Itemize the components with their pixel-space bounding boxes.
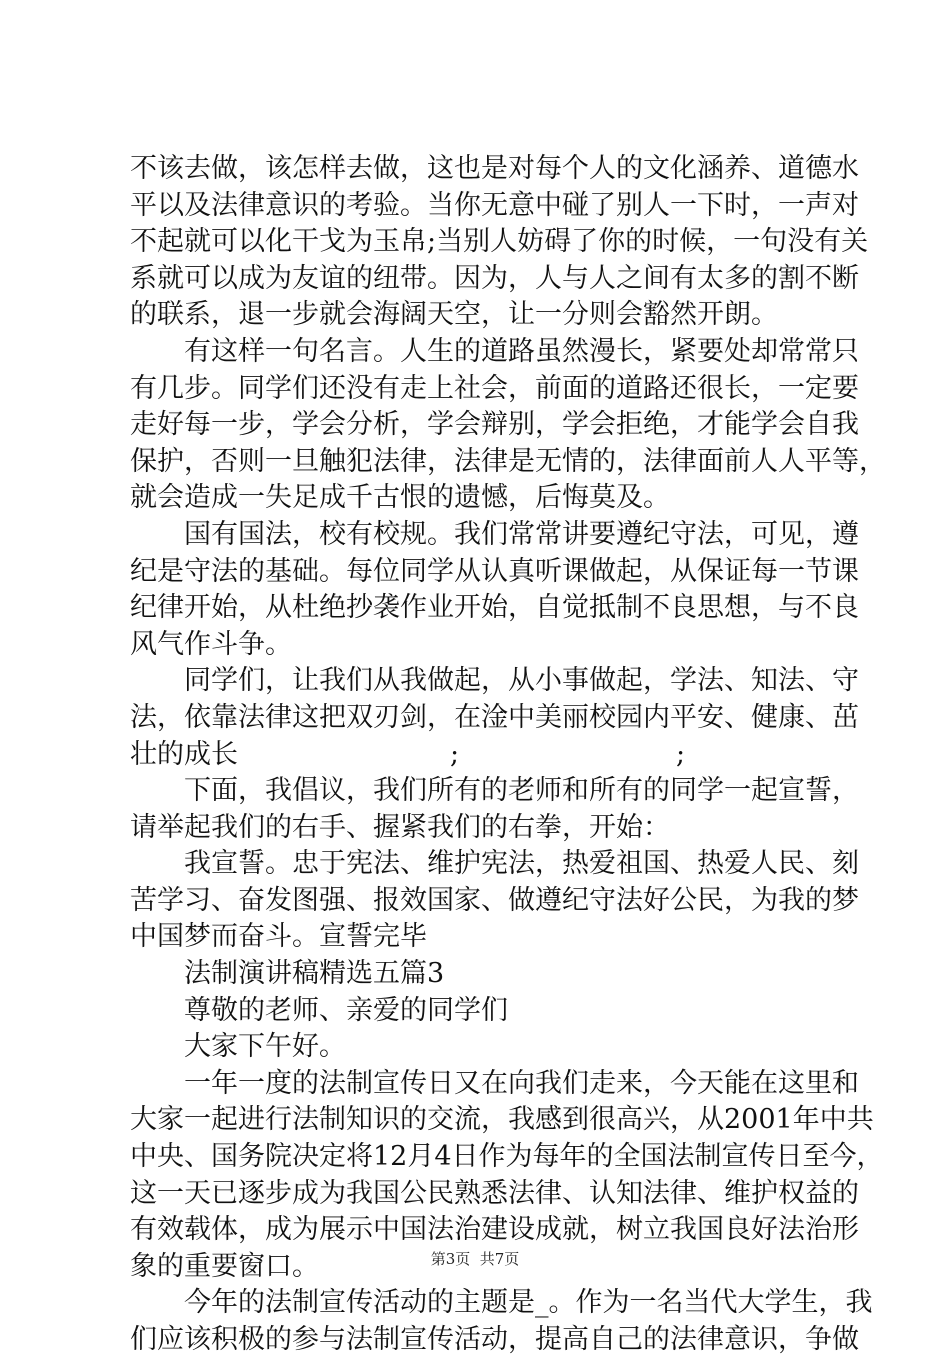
paragraph-first-line: 国有国法，校有校规。我们常常讲要遵纪守法，可见，遵 <box>184 518 859 550</box>
document-body <box>130 151 886 1359</box>
text-line: 象的重要窗口。 <box>130 1250 319 1282</box>
paragraph-first-line: 今年的法制宣传活动的主题是_。作为一名当代大学生，我 <box>184 1287 873 1319</box>
text-line: 不起就可以化干戈为玉帛;当别人妨碍了你的时候，一句没有关 <box>130 226 869 258</box>
paragraph-first-line: 有这样一句名言。人生的道路虽然漫长，紧要处却常常只 <box>184 335 859 367</box>
page-footer <box>0 1248 950 1269</box>
text-line: 系就可以成为友谊的纽带。因为，人与人之间有太多的割不断 <box>130 262 859 294</box>
section-title: 法制演讲稿精选五篇3 <box>184 958 445 990</box>
text-line: 中国梦而奋斗。宣誓完毕 <box>130 921 427 953</box>
salutation: 尊敬的老师、亲爱的同学们 <box>184 994 508 1026</box>
text-line: 大家一起进行法制知识的交流，我感到很高兴，从2001年中共 <box>130 1104 874 1136</box>
text-line: 不该去做，该怎样去做，这也是对每个人的文化涵养、道德水 <box>130 153 859 184</box>
text-line: 风气作斗争。 <box>130 628 292 660</box>
text-line: 法，依靠法律这把双刃剑，在淦中美丽校园内平安、健康、茁 <box>130 701 859 733</box>
semicolon-mark: ; <box>450 738 460 770</box>
text-line: 中央、国务院决定将12月4日作为每年的全国法制宣传日至今， <box>130 1141 884 1173</box>
semicolon-mark: ; <box>676 738 686 770</box>
text-line: 有几步。同学们还没有走上社会，前面的道路还很长，一定要 <box>130 372 859 404</box>
paragraph-first-line: 一年一度的法制宣传日又在向我们走来，今天能在这里和 <box>184 1067 859 1099</box>
text-fragment: 壮的成长 <box>130 738 238 770</box>
text-line: 的联系，退一步就会海阔天空，让一分则会豁然开朗。 <box>130 299 778 331</box>
greeting: 大家下午好。 <box>184 1031 346 1063</box>
text-line: 纪是守法的基础。每位同学从认真听课做起，从保证每一节课 <box>130 555 859 587</box>
text-line: 们应该积极的参与法制宣传活动，提高自己的法律意识，争做 <box>130 1324 859 1355</box>
text-line: 纪律开始，从杜绝抄袭作业开始，自觉抵制不良思想，与不良 <box>130 592 859 624</box>
text-line: 请举起我们的右手、握紧我们的右拳，开始： <box>130 811 670 843</box>
text-line: 苦学习、奋发图强、报效国家、做遵纪守法好公民，为我的梦 <box>130 884 859 916</box>
paragraph-first-line: 我宣誓。忠于宪法、维护宪法，热爱祖国、热爱人民、刻 <box>184 848 859 880</box>
paragraph-first-line: 下面，我倡议，我们所有的老师和所有的同学一起宣誓， <box>184 775 859 807</box>
text-line: 就会造成一失足成千古恨的遗憾，后悔莫及。 <box>130 482 670 514</box>
text-line: 走好每一步，学会分析，学会辩别，学会拒绝，才能学会自我 <box>130 409 859 441</box>
text-line-with-marks <box>130 737 830 774</box>
text-line: 这一天已逐步成为我国公民熟悉法律、认知法律、维护权益的 <box>130 1177 859 1209</box>
page-number-text: 第3页 共7页 <box>430 1250 520 1268</box>
text-line: 平以及法律意识的考验。当你无意中碰了别人一下时，一声对 <box>130 189 859 221</box>
text-line: 有效载体，成为展示中国法治建设成就，树立我国良好法治形 <box>130 1214 859 1246</box>
paragraph-first-line: 同学们，让我们从我做起，从小事做起，学法、知法、守 <box>184 665 859 697</box>
text-line: 保护，否则一旦触犯法律，法律是无情的，法律面前人人平等， <box>130 445 886 477</box>
